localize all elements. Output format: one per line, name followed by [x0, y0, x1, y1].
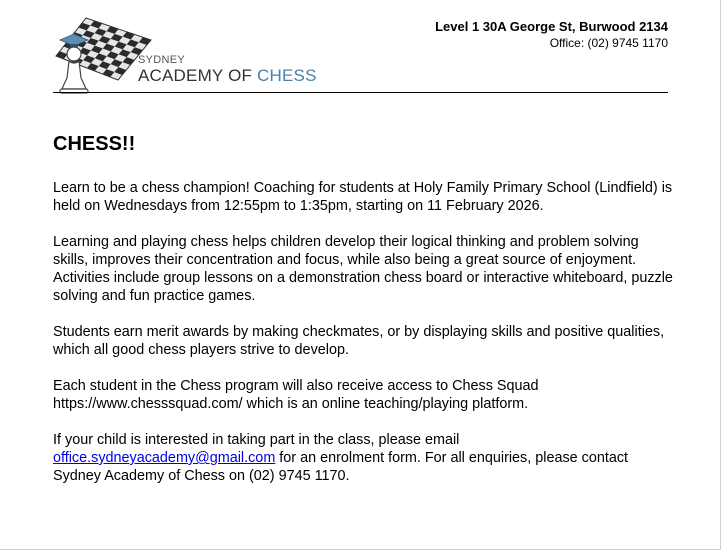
- awards-paragraph: Students earn merit awards by making checkmates, or by displaying skills and positive qualities, which all good chess players strive to develop.: [53, 324, 665, 358]
- logo-text-chess: CHESS: [257, 66, 317, 85]
- office-phone: Office: (02) 9745 1170: [549, 36, 668, 50]
- benefits-paragraph: Learning and playing chess helps children develop their logical thinking and problem solving skills, improves their concentration and focus, while also being a great source of enjoyment. Activities include group lessons on a demonstration chess board or interactive whiteboard, puzzle solving and fun practice games.: [53, 234, 673, 304]
- logo-line-sydney: SYDNEY: [138, 54, 186, 66]
- enquiry-text-after: for an enrolment form. For all enquiries, please contact Sydney Academy of Chess on (02) 9745 1170.: [53, 450, 629, 484]
- enquiry-text-before: If your child is interested in taking part in the class, please email: [53, 432, 460, 448]
- logo-line-academy: [138, 66, 317, 86]
- academy-logo: [48, 14, 317, 94]
- email-link[interactable]: office.sydneyacademy@gmail.com: [53, 450, 276, 466]
- intro-paragraph: Learn to be a chess champion! Coaching for students at Holy Family Primary School (Lindfield) is held on Wednesdays from 12:55pm to 1:35pm, starting on 11 February 2026.: [53, 180, 673, 214]
- header-divider: [53, 92, 668, 93]
- page-title: CHESS!!: [53, 133, 136, 155]
- contact-block: [435, 19, 668, 50]
- chess-squad-paragraph: Each student in the Chess program will also receive access to Chess Squad https://www.chesssquad.com/ which is an online teaching/playing platform.: [53, 378, 539, 412]
- letter-body: [53, 131, 673, 503]
- logo-text-academy-of: ACADEMY OF: [138, 66, 258, 85]
- street-address: Level 1 30A George St, Burwood 2134: [435, 19, 668, 34]
- enquiry-paragraph: [53, 431, 673, 485]
